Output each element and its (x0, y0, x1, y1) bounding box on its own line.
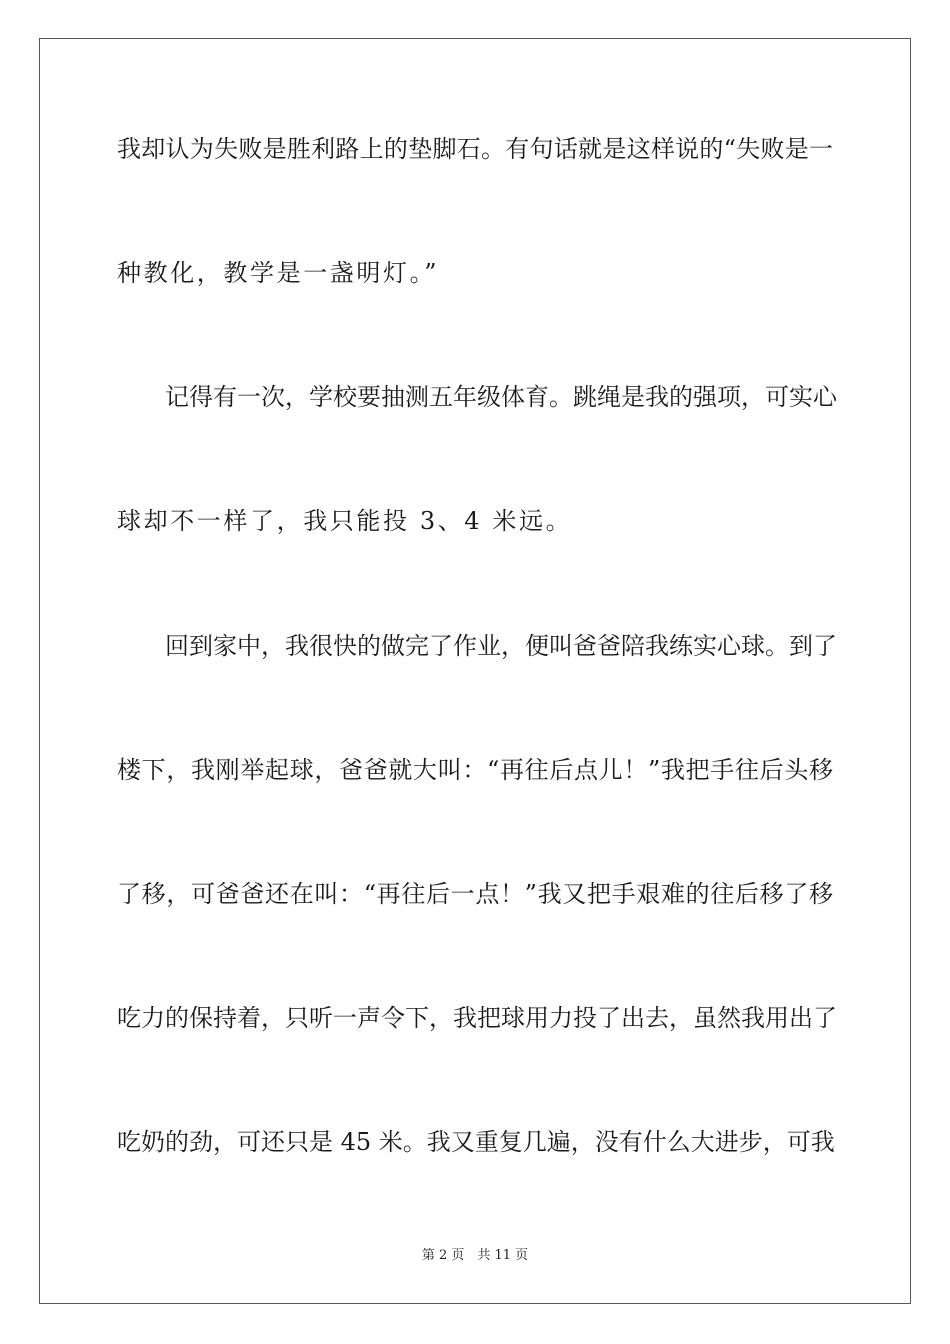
text-line: 吃奶的劲，可还只是 45 米。我又重复几遍，没有什么大进步，可我 (117, 1128, 835, 1156)
text-line: 回到家中，我很快的做完了作业，便叫爸爸陪我练实心球。到了 (117, 632, 837, 660)
text-line: 记得有一次，学校要抽测五年级体育。跳绳是我的强项，可实心 (117, 383, 837, 411)
page-number-label: 第 2 页 共 11 页 (421, 1248, 529, 1263)
text-line: 我却认为失败是胜利路上的垫脚石。有句话就是这样说的“失败是一 (117, 135, 833, 163)
text-line: 球却不一样了，我只能投 3、4 米远。 (117, 507, 573, 535)
page-number-footer (0, 1247, 950, 1265)
text-line: 种教化，教学是一盏明灯。” (117, 259, 440, 287)
page-border (39, 38, 911, 1304)
text-line: 吃力的保持着，只听一声令下，我把球用力投了出去，虽然我用出了 (117, 1004, 837, 1032)
text-line: 楼下，我刚举起球，爸爸就大叫：“再往后点儿！”我把手往后头移 (117, 756, 833, 784)
text-line: 了移，可爸爸还在叫：“再往后一点！”我又把手艰难的往后移了移 (117, 880, 833, 908)
